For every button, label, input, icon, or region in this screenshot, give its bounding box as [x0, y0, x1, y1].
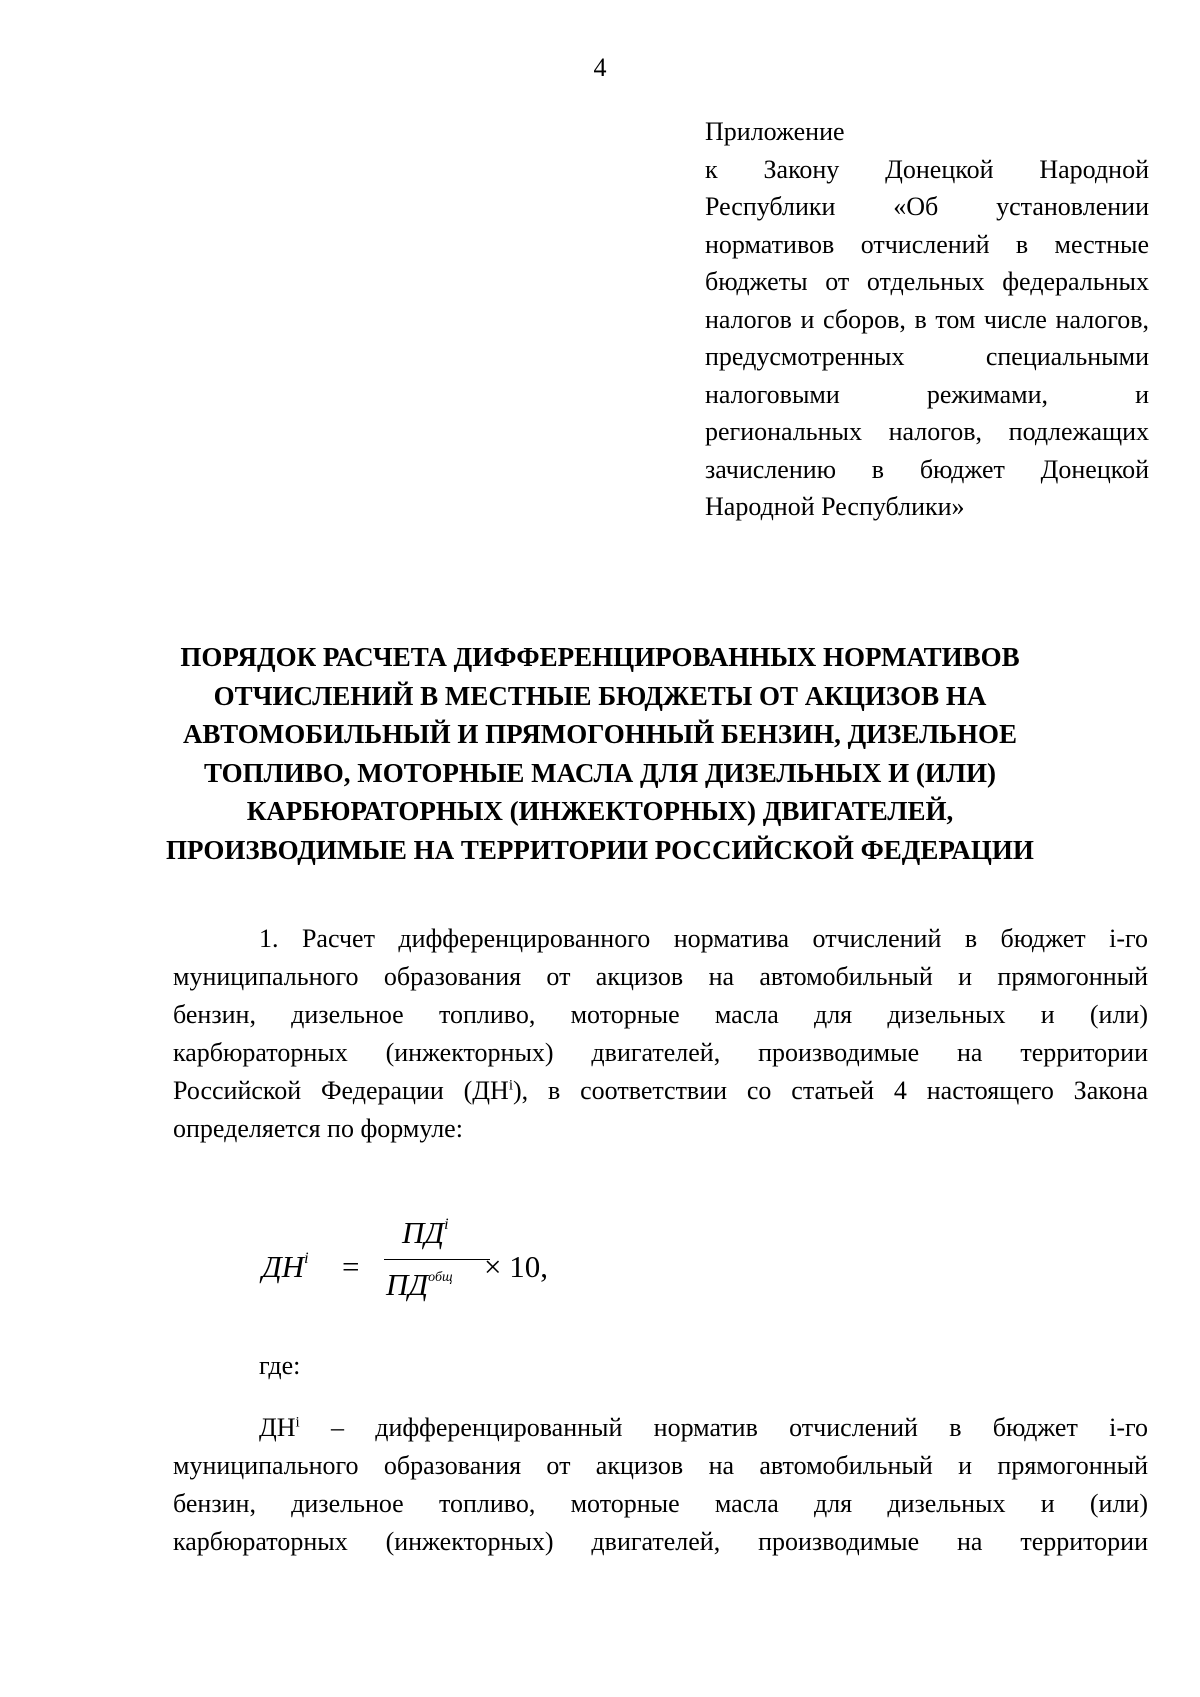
document-title: [150, 638, 1050, 869]
title-line: ПРОИЗВОДИМЫЕ НА ТЕРРИТОРИИ РОССИЙСКОЙ ФЕДЕРАЦИИ: [166, 834, 1034, 865]
paragraph-line: муниципального образования от акцизов на автомобильный и прямогонный: [173, 1451, 1148, 1480]
paragraph-line: [173, 1409, 1148, 1447]
formula-denominator-text: ПД: [386, 1267, 429, 1302]
paragraph-line: карбюраторных (инжекторных) двигателей, производимые на территории: [173, 1527, 1148, 1556]
title-line: ПОРЯДОК РАСЧЕТА ДИФФЕРЕНЦИРОВАННЫХ НОРМАТИВОВ: [180, 642, 1020, 672]
formula-numerator-text: ПД: [402, 1215, 445, 1250]
paragraph-line: муниципального образования от акцизов на автомобильный и прямогонный: [173, 962, 1148, 991]
title-line: АВТОМОБИЛЬНЫЙ И ПРЯМОГОННЫЙ БЕНЗИН, ДИЗЕЛЬНОЕ: [182, 719, 1018, 749]
superscript-index: i: [508, 1077, 513, 1094]
formula-multiplier: × 10,: [484, 1249, 548, 1284]
where-label: где:: [259, 1351, 301, 1380]
paragraph-calculation: [173, 920, 1148, 1148]
formula-denominator-sup: общ: [428, 1270, 453, 1285]
page-number: 4: [593, 53, 607, 82]
appendix-title: Приложение: [705, 117, 845, 146]
formula-lhs-text: ДН: [262, 1249, 305, 1284]
line-text: ), в соответствии со статьей 4 настоящего Закона: [512, 1076, 1149, 1105]
appendix-block: [705, 113, 1149, 526]
title-line: ОТЧИСЛЕНИЙ В МЕСТНЫЕ БЮДЖЕТЫ ОТ АКЦИЗОВ НА: [213, 680, 987, 711]
formula-numerator-sup: i: [444, 1216, 449, 1233]
fraction-bar: [384, 1259, 490, 1260]
paragraph-definition: [173, 1409, 1148, 1561]
formula-lhs: [262, 1249, 309, 1285]
paragraph-line: 1. Расчет дифференцированного норматива отчислений в бюджет i-го: [259, 924, 1148, 953]
formula-numerator: [402, 1215, 449, 1251]
formula-denominator: [386, 1267, 453, 1303]
paragraph-line: [173, 1072, 1148, 1110]
formula-equals: =: [342, 1249, 360, 1284]
paragraph-line: бензин, дизельное топливо, моторные масла для дизельных и (или): [173, 1489, 1148, 1518]
line-text: Российской Федерации (ДН: [173, 1076, 509, 1105]
title-line: ТОПЛИВО, МОТОРНЫЕ МАСЛА ДЛЯ ДИЗЕЛЬНЫХ И (ИЛИ): [203, 757, 997, 788]
superscript-index: i: [295, 1414, 300, 1431]
appendix-text: к Закону Донецкой Народной Республики «Об установлении нормативов отчислений в местные бюджеты от отдельных федеральных налогов и сборов, в том числе налогов, предусмотренных специальными налоговыми режимами, и региональных налогов, подлежащих зачислению в бюджет Донецкой Народной Республики»: [705, 154, 1149, 521]
paragraph-line: определяется по формуле:: [173, 1114, 463, 1143]
formula-lhs-sup: i: [304, 1250, 309, 1267]
paragraph-line: карбюраторных (инжекторных) двигателей, производимые на территории: [173, 1038, 1148, 1067]
paragraph-line: бензин, дизельное топливо, моторные масла для дизельных и (или): [173, 1000, 1148, 1029]
formula: [262, 1215, 662, 1325]
title-line: КАРБЮРАТОРНЫХ (ИНЖЕКТОРНЫХ) ДВИГАТЕЛЕЙ,: [246, 796, 954, 826]
line-text: ДН: [259, 1413, 296, 1442]
line-text: – дифференцированный норматив отчислений в бюджет i-го: [299, 1413, 1148, 1442]
